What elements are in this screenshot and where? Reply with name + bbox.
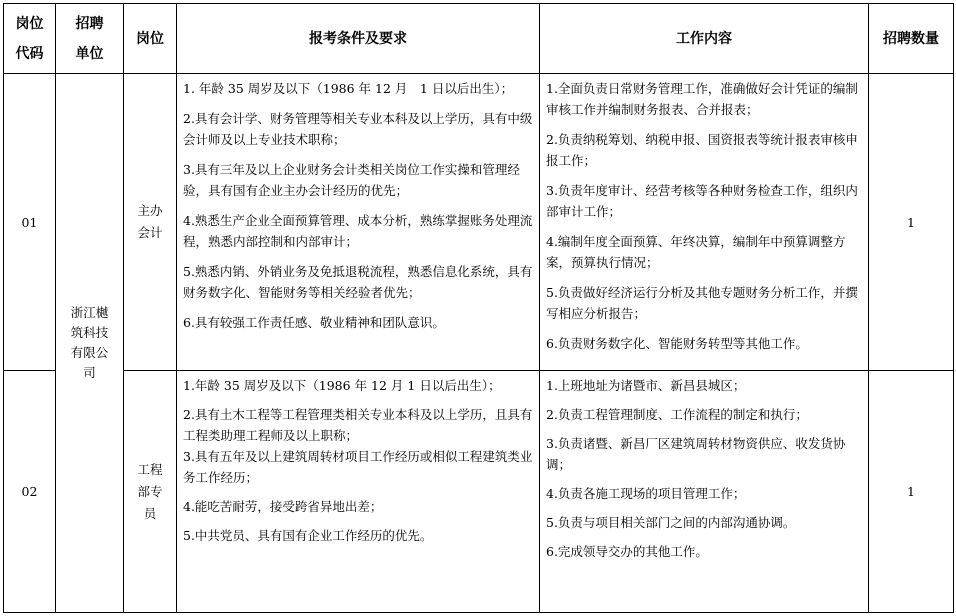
list-item: 4.能吃苦耐劳，接受跨省异地出差；: [183, 499, 383, 514]
list-item: 2.负责工程管理制度、工作流程的制定和执行；: [546, 407, 808, 422]
header-unit: 招聘 单位: [56, 4, 124, 74]
list-item: 1.上班地址为诸暨市、新昌县城区；: [546, 378, 746, 393]
table-row: [4, 74, 954, 371]
table-row: [4, 371, 954, 613]
list-item: 2.具有会计学、财务管理等相关专业本科及以上学历，具有中级会计师及以上专业技术职称；: [183, 111, 533, 147]
list-item: 5.中共党员、具有国有企业工作经历的优先。: [183, 528, 433, 543]
header-duties: 工作内容: [540, 4, 869, 74]
list-item: 1. 年龄 35 周岁及以下（1986 年 12 月 1 日以后出生）；: [183, 81, 514, 96]
header-post: 岗位: [124, 4, 177, 74]
list-item: 2.具有土木工程等工程管理类相关专业本科及以上学历，且具有工程类助理工程师及以上职称；: [183, 407, 533, 443]
list-item: 5.熟悉内销、外销业务及免抵退税流程，熟悉信息化系统，具有财务数字化、智能财务等相关经验者优先；: [183, 264, 533, 300]
header-row: [4, 4, 954, 74]
list-item: 5.负责做好经济运行分析及其他专题财务分析工作，并撰写相应分析报告；: [546, 285, 858, 321]
list-item: 1.年龄 35 周岁及以下（1986 年 12 月 1 日以后出生）；: [183, 378, 501, 393]
list-item: 5.负责与项目相关部门之间的内部沟通协调。: [546, 515, 796, 530]
post-code: 01: [4, 74, 56, 371]
post-name: 主办 会计: [124, 74, 177, 371]
header-count: 招聘数量: [869, 4, 954, 74]
requirements-list: [177, 74, 540, 371]
list-item: 6.具有较强工作责任感、敬业精神和团队意识。: [183, 315, 445, 330]
list-item: 4.编制年度全面预算、年终决算，编制年中预算调整方案，预算执行情况；: [546, 234, 846, 270]
header-requirements: 报考条件及要求: [177, 4, 540, 74]
list-item: 3.负责诸暨、新昌厂区建筑周转材物资供应、收发货协调；: [546, 436, 846, 472]
recruitment-table: [3, 3, 954, 613]
header-post-code: 岗位 代码: [4, 4, 56, 74]
hire-count: 1: [869, 74, 954, 371]
duties-list: [540, 74, 869, 371]
list-item: 6.完成领导交办的其他工作。: [546, 544, 708, 559]
list-item: 2.负责纳税筹划、纳税申报、国资报表等统计报表审核申报工作；: [546, 132, 858, 168]
list-item: 3.负责年度审计、经营考核等各种财务检查工作，组织内部审计工作；: [546, 183, 858, 219]
hire-count: 1: [869, 371, 954, 613]
list-item: 1.全面负责日常财务管理工作，准确做好会计凭证的编制审核工作并编制财务报表、合并报表；: [546, 81, 858, 117]
requirements-list: [177, 371, 540, 613]
company-name: 浙江樾 筑科技 有限公 司: [56, 74, 124, 613]
list-item: 4.负责各施工现场的项目管理工作；: [546, 486, 746, 501]
list-item: 4.熟悉生产企业全面预算管理、成本分析，熟练掌握账务处理流程，熟悉内部控制和内部审计；: [183, 213, 533, 249]
post-code: 02: [4, 371, 56, 613]
list-item: 6.负责财务数字化、智能财务转型等其他工作。: [546, 336, 808, 351]
list-item: 3.具有三年及以上企业财务会计类相关岗位工作实操和管理经验，具有国有企业主办会计经历的优先；: [183, 162, 520, 198]
post-name: 工程 部专 员: [124, 371, 177, 613]
duties-list: [540, 371, 869, 613]
list-item: 3.具有五年及以上建筑周转材项目工作经历或相似工程建筑类业务工作经历；: [183, 449, 533, 485]
